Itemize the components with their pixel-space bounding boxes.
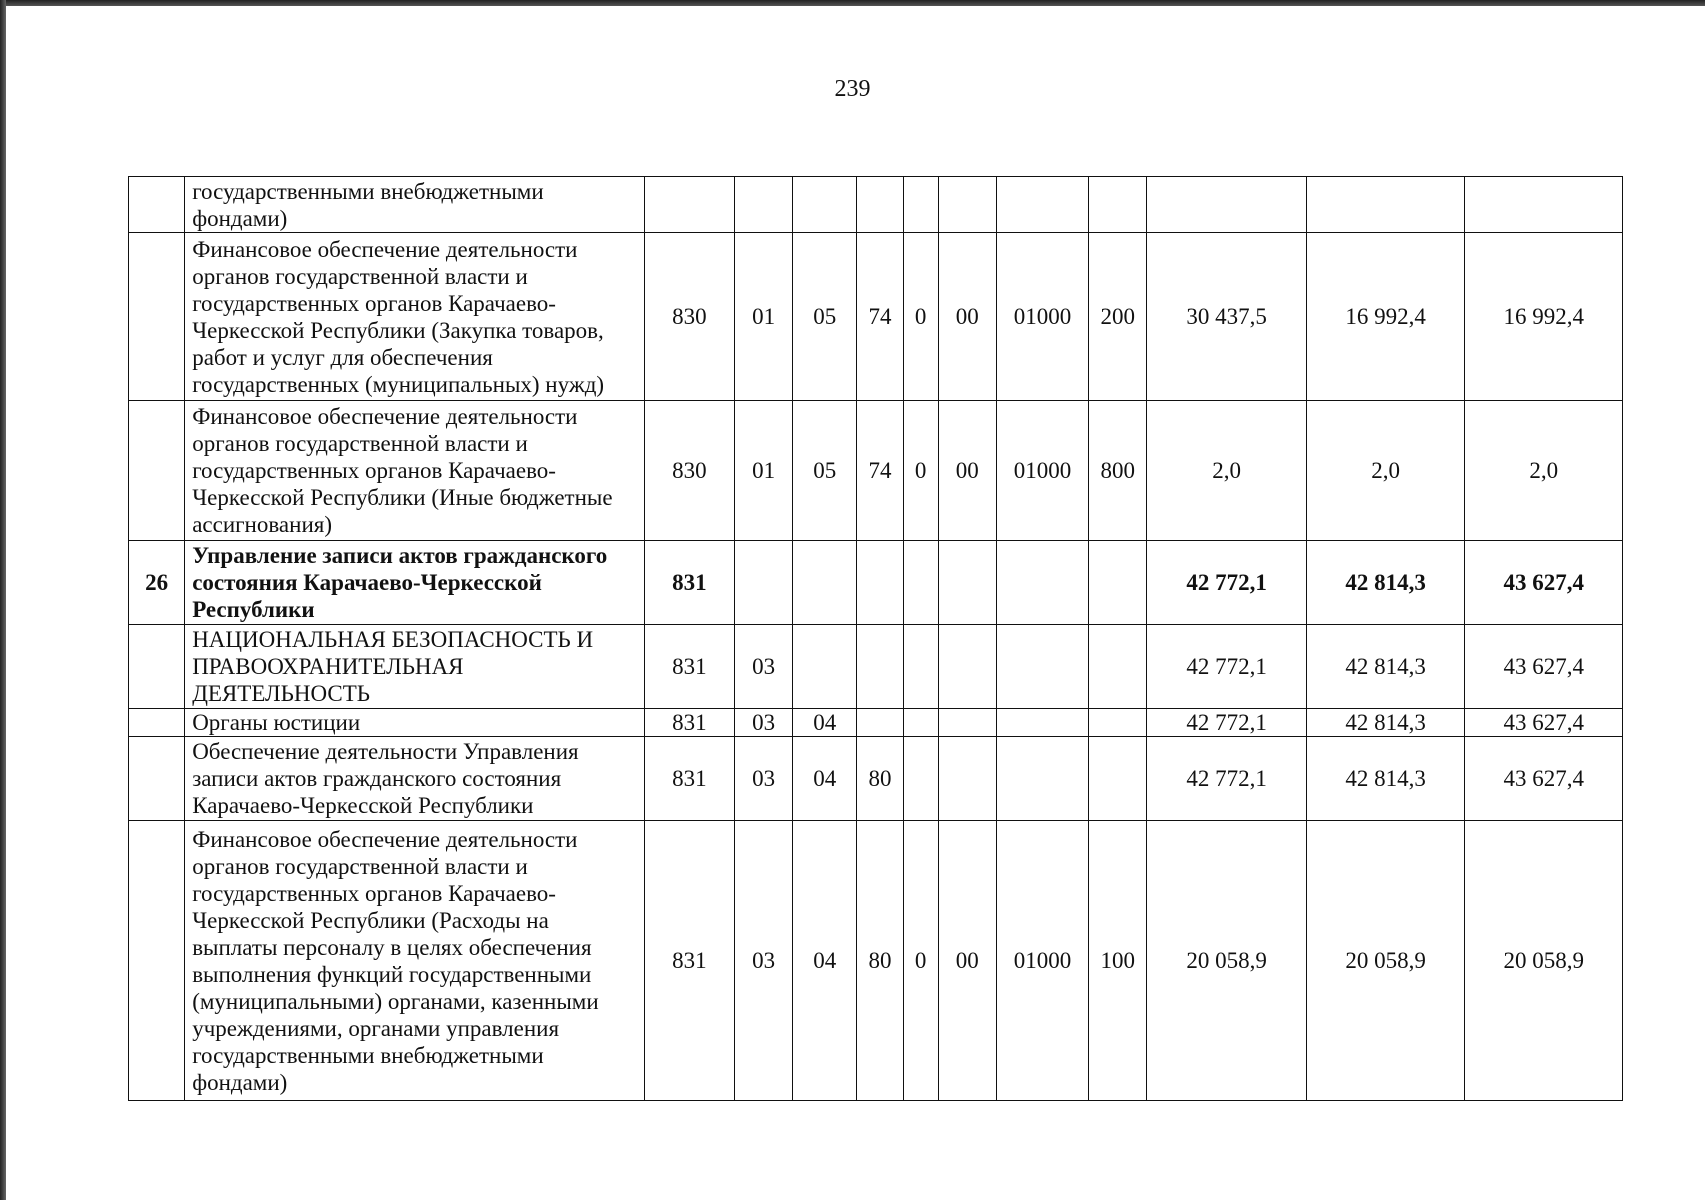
amount-year1-cell: 42 772,1 <box>1147 737 1307 821</box>
subsection-code-cell: 04 <box>793 709 857 737</box>
scan-border-left <box>0 0 6 1200</box>
ministry-code-cell: 830 <box>644 401 734 541</box>
table-row <box>129 401 1623 541</box>
expense-type-cell: 200 <box>1089 233 1147 401</box>
table-row <box>129 737 1623 821</box>
main-event-code-cell: 00 <box>938 821 996 1101</box>
table-body <box>129 177 1623 1101</box>
direction-code-cell <box>996 177 1088 233</box>
amount-year2-cell: 16 992,4 <box>1306 233 1465 401</box>
main-event-code-cell <box>938 737 996 821</box>
amount-year2-cell: 42 814,3 <box>1306 625 1465 709</box>
subprogram-code-cell: 0 <box>903 233 938 401</box>
row-number-cell <box>129 401 185 541</box>
expense-type-cell <box>1089 625 1147 709</box>
subprogram-code-cell <box>903 709 938 737</box>
direction-code-cell <box>996 737 1088 821</box>
amount-year1-cell <box>1147 177 1307 233</box>
subsection-code-cell <box>793 541 857 625</box>
program-code-cell <box>857 541 903 625</box>
direction-code-cell <box>996 709 1088 737</box>
program-code-cell <box>857 625 903 709</box>
direction-code-cell: 01000 <box>996 401 1088 541</box>
item-name-cell: Финансовое обеспечение деятельности органов государственной власти и государственных органов Карачаево-Черкесской Республики (Расходы на выплаты персоналу в целях обеспечения выполнения функций государственными (муниципальными) органами, казенными учреждениями, органами управления государственными внебюджетными фондами) <box>185 821 645 1101</box>
program-code-cell <box>857 709 903 737</box>
program-code-cell: 80 <box>857 821 903 1101</box>
amount-year2-cell: 20 058,9 <box>1306 821 1465 1101</box>
item-name-cell: Финансовое обеспечение деятельности органов государственной власти и государственных органов Карачаево-Черкесской Республики (Иные бюджетные ассигнования) <box>185 401 645 541</box>
item-name-cell: Финансовое обеспечение деятельности органов государственной власти и государственных органов Карачаево-Черкесской Республики (Закупка товаров, работ и услуг для обеспечения государственных (муниципальных) нужд) <box>185 233 645 401</box>
item-name-cell: Управление записи актов гражданского состояния Карачаево-Черкесской Республики <box>185 541 645 625</box>
subsection-code-cell <box>793 177 857 233</box>
scan-border-top <box>0 0 1705 6</box>
item-name-cell: Обеспечение деятельности Управления записи актов гражданского состояния Карачаево-Черкесской Республики <box>185 737 645 821</box>
amount-year1-cell: 42 772,1 <box>1147 709 1307 737</box>
program-code-cell: 74 <box>857 401 903 541</box>
subprogram-code-cell <box>903 625 938 709</box>
row-number-cell <box>129 177 185 233</box>
item-name-cell: НАЦИОНАЛЬНАЯ БЕЗОПАСНОСТЬ И ПРАВООХРАНИТЕЛЬНАЯ ДЕЯТЕЛЬНОСТЬ <box>185 625 645 709</box>
direction-code-cell: 01000 <box>996 233 1088 401</box>
expense-type-cell <box>1089 541 1147 625</box>
section-code-cell: 01 <box>735 401 793 541</box>
amount-year2-cell: 2,0 <box>1306 401 1465 541</box>
subsection-code-cell: 04 <box>793 821 857 1101</box>
direction-code-cell: 01000 <box>996 821 1088 1101</box>
amount-year1-cell: 30 437,5 <box>1147 233 1307 401</box>
expense-type-cell: 800 <box>1089 401 1147 541</box>
amount-year1-cell: 2,0 <box>1147 401 1307 541</box>
section-code-cell <box>735 177 793 233</box>
amount-year1-cell: 42 772,1 <box>1147 625 1307 709</box>
subsection-code-cell <box>793 625 857 709</box>
ministry-code-cell: 831 <box>644 737 734 821</box>
subprogram-code-cell: 0 <box>903 401 938 541</box>
table-row-department <box>129 541 1623 625</box>
item-name-cell: Органы юстиции <box>185 709 645 737</box>
amount-year2-cell: 42 814,3 <box>1306 737 1465 821</box>
program-code-cell: 80 <box>857 737 903 821</box>
subsection-code-cell: 04 <box>793 737 857 821</box>
main-event-code-cell <box>938 625 996 709</box>
amount-year3-cell: 43 627,4 <box>1465 541 1623 625</box>
amount-year1-cell: 20 058,9 <box>1147 821 1307 1101</box>
row-number-cell <box>129 821 185 1101</box>
row-number-cell: 26 <box>129 541 185 625</box>
expense-type-cell <box>1089 737 1147 821</box>
amount-year3-cell: 2,0 <box>1465 401 1623 541</box>
table-row <box>129 821 1623 1101</box>
subsection-code-cell: 05 <box>793 233 857 401</box>
subsection-code-cell: 05 <box>793 401 857 541</box>
amount-year3-cell: 43 627,4 <box>1465 737 1623 821</box>
subprogram-code-cell <box>903 737 938 821</box>
program-code-cell: 74 <box>857 233 903 401</box>
row-number-cell <box>129 233 185 401</box>
row-number-cell <box>129 625 185 709</box>
direction-code-cell <box>996 625 1088 709</box>
amount-year3-cell: 43 627,4 <box>1465 709 1623 737</box>
amount-year2-cell <box>1306 177 1465 233</box>
ministry-code-cell: 830 <box>644 233 734 401</box>
main-event-code-cell: 00 <box>938 401 996 541</box>
amount-year3-cell: 20 058,9 <box>1465 821 1623 1101</box>
amount-year3-cell <box>1465 177 1623 233</box>
table-row <box>129 709 1623 737</box>
expense-type-cell: 100 <box>1089 821 1147 1101</box>
main-event-code-cell <box>938 177 996 233</box>
main-event-code-cell <box>938 709 996 737</box>
section-code-cell: 03 <box>735 737 793 821</box>
ministry-code-cell: 831 <box>644 821 734 1101</box>
item-name-cell: государственными внебюджетными фондами) <box>185 177 645 233</box>
amount-year2-cell: 42 814,3 <box>1306 541 1465 625</box>
budget-table <box>128 176 1623 1101</box>
amount-year3-cell: 43 627,4 <box>1465 625 1623 709</box>
section-code-cell: 03 <box>735 709 793 737</box>
section-code-cell: 03 <box>735 821 793 1101</box>
main-event-code-cell <box>938 541 996 625</box>
amount-year3-cell: 16 992,4 <box>1465 233 1623 401</box>
table-row <box>129 233 1623 401</box>
ministry-code-cell: 831 <box>644 625 734 709</box>
direction-code-cell <box>996 541 1088 625</box>
subprogram-code-cell: 0 <box>903 821 938 1101</box>
row-number-cell <box>129 737 185 821</box>
ministry-code-cell <box>644 177 734 233</box>
expense-type-cell <box>1089 177 1147 233</box>
table-row <box>129 177 1623 233</box>
ministry-code-cell: 831 <box>644 541 734 625</box>
section-code-cell <box>735 541 793 625</box>
main-event-code-cell: 00 <box>938 233 996 401</box>
subprogram-code-cell <box>903 177 938 233</box>
table-row <box>129 625 1623 709</box>
program-code-cell <box>857 177 903 233</box>
page-number: 239 <box>834 76 871 102</box>
amount-year1-cell: 42 772,1 <box>1147 541 1307 625</box>
ministry-code-cell: 831 <box>644 709 734 737</box>
subprogram-code-cell <box>903 541 938 625</box>
row-number-cell <box>129 709 185 737</box>
section-code-cell: 01 <box>735 233 793 401</box>
expense-type-cell <box>1089 709 1147 737</box>
section-code-cell: 03 <box>735 625 793 709</box>
amount-year2-cell: 42 814,3 <box>1306 709 1465 737</box>
